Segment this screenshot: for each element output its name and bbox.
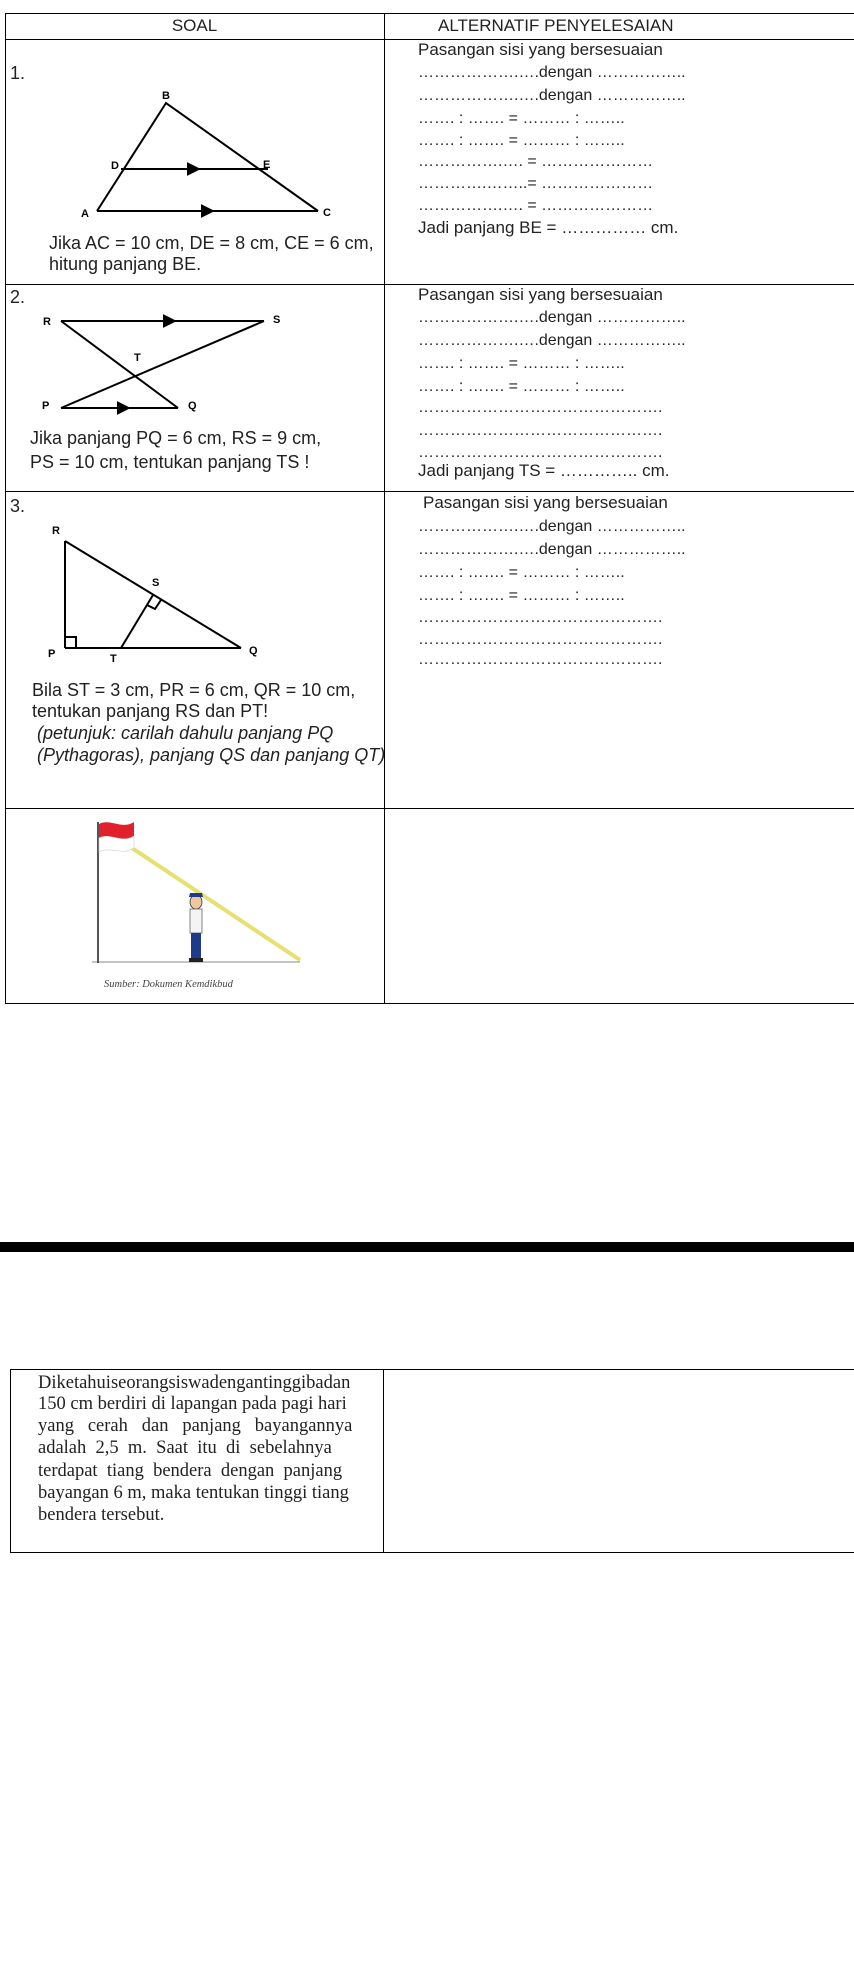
q3-answer-line: ……………………………………….: [418, 631, 663, 648]
q3-hint-line1: (petunjuk: carilah dahulu panjang PQ: [37, 723, 334, 743]
q1-text-line1: Jika AC = 10 cm, DE = 8 cm, CE = 6 cm,: [49, 233, 374, 253]
q3-answer-line: ……………….….dengan ……………..: [418, 518, 686, 535]
q1-label-d: D: [111, 160, 119, 172]
q1-label-a: A: [81, 208, 89, 220]
image-source-caption: Sumber: Dokumen Kemdikbud: [104, 979, 233, 990]
q1-answer-line: ………….……..= …………………: [418, 175, 654, 192]
q2-label-r: R: [43, 316, 51, 328]
q2-answer-line: ……………………………………….: [418, 444, 663, 461]
column-divider: [384, 13, 385, 1004]
header-soal: SOAL: [171, 16, 218, 35]
q5-text-line: terdapat tiang bendera dengan panjang: [38, 1461, 343, 1481]
q2-answer-line: ……………….….dengan ……………..: [418, 332, 686, 349]
q3-answer-line: ……. : ……. = ……… : ……..: [418, 564, 625, 581]
q1-answer-line: ……………….….dengan ……………..: [418, 87, 686, 104]
q2-label-t: T: [134, 352, 141, 364]
q3-label-q: Q: [249, 645, 258, 657]
q3-label-r: R: [52, 525, 60, 537]
q2-answer-line: Jadi panjang TS = ………….. cm.: [418, 461, 670, 480]
q1-answer-line: …………….…. = …………………: [418, 153, 654, 170]
q2-answer-line: ……………………………………….: [418, 422, 663, 439]
q1-number: 1.: [10, 63, 26, 83]
q1-answer-line: ……. : ……. = ……… : ……..: [418, 110, 625, 127]
q3-text-line1: Bila ST = 3 cm, PR = 6 cm, QR = 10 cm,: [32, 680, 356, 700]
q1-label-c: C: [323, 207, 331, 219]
q5-text-line: Diketahuiseorangsiswadengantinggibadan: [38, 1373, 351, 1393]
q2-number: 2.: [10, 287, 26, 307]
q2-answer-line: ……………….….dengan ……………..: [418, 309, 686, 326]
q1-label-b: B: [162, 90, 170, 102]
q5-text-line: 150 cm berdiri di lapangan pada pagi hari: [38, 1394, 347, 1414]
q1-answer-line: ……. : ……. = ……… : ……..: [418, 132, 625, 149]
q2-answer-line: ……………………………………….: [418, 399, 663, 416]
q1-answer-line: …………….…. = …………………: [418, 197, 654, 214]
q1-text-line2: hitung panjang BE.: [49, 254, 202, 274]
q3-answer-line: ……………….….dengan ……………..: [418, 541, 686, 558]
q3-number: 3.: [10, 496, 26, 516]
q5-text-line: bendera tersebut.: [38, 1505, 165, 1525]
q3-hint-line2: (Pythagoras), panjang QS dan panjang QT): [37, 745, 386, 765]
q3-label-t: T: [110, 653, 117, 665]
table2-column-divider: [383, 1369, 384, 1553]
q3-answer-line: ……. : ……. = ……… : ……..: [418, 587, 625, 604]
q1-label-e: E: [263, 159, 271, 171]
q3-answer-line: ……………………………………….: [418, 651, 663, 668]
table2-top-border: [10, 1369, 854, 1370]
q3-label-s: S: [152, 577, 160, 589]
q3-answer-line: Pasangan sisi yang bersesuaian: [423, 493, 668, 512]
row4-bottom-border: [5, 1003, 854, 1004]
header-alternatif: ALTERNATIF PENYELESAIAN: [438, 16, 674, 35]
q1-answer-line: Jadi panjang BE = …………… cm.: [418, 218, 679, 237]
q2-answer-line: ……. : ……. = ……… : ……..: [418, 355, 625, 372]
student-figure: [189, 893, 203, 962]
q2-text-line2: PS = 10 cm, tentukan panjang TS !: [30, 452, 310, 472]
page-separator: [0, 1242, 854, 1252]
flagpole-illustration: [0, 0, 384, 1003]
q1-answer-line: Pasangan sisi yang bersesuaian: [418, 40, 663, 59]
q3-label-p: P: [48, 648, 56, 660]
q3-answer-line: ……………………………………….: [418, 609, 663, 626]
q2-text-line1: Jika panjang PQ = 6 cm, RS = 9 cm,: [30, 428, 322, 448]
q2-answer-line: ……. : ……. = ……… : ……..: [418, 378, 625, 395]
q5-text-line: adalah 2,5 m. Saat itu di sebelahnya: [38, 1438, 332, 1458]
q2-label-q: Q: [188, 400, 197, 412]
q5-text-line: yang cerah dan panjang bayangannya: [38, 1416, 353, 1436]
q3-text-line2: tentukan panjang RS dan PT!: [32, 701, 269, 721]
q2-label-s: S: [273, 314, 281, 326]
table2-bottom-border: [10, 1552, 854, 1553]
table2-left-border: [10, 1369, 11, 1553]
q1-answer-line: ……………….….dengan ……………..: [418, 64, 686, 81]
q5-text-line: bayangan 6 m, maka tentukan tinggi tiang: [38, 1483, 349, 1503]
q2-answer-line: Pasangan sisi yang bersesuaian: [418, 285, 663, 304]
q2-label-p: P: [42, 400, 50, 412]
flag-white: [99, 836, 134, 852]
